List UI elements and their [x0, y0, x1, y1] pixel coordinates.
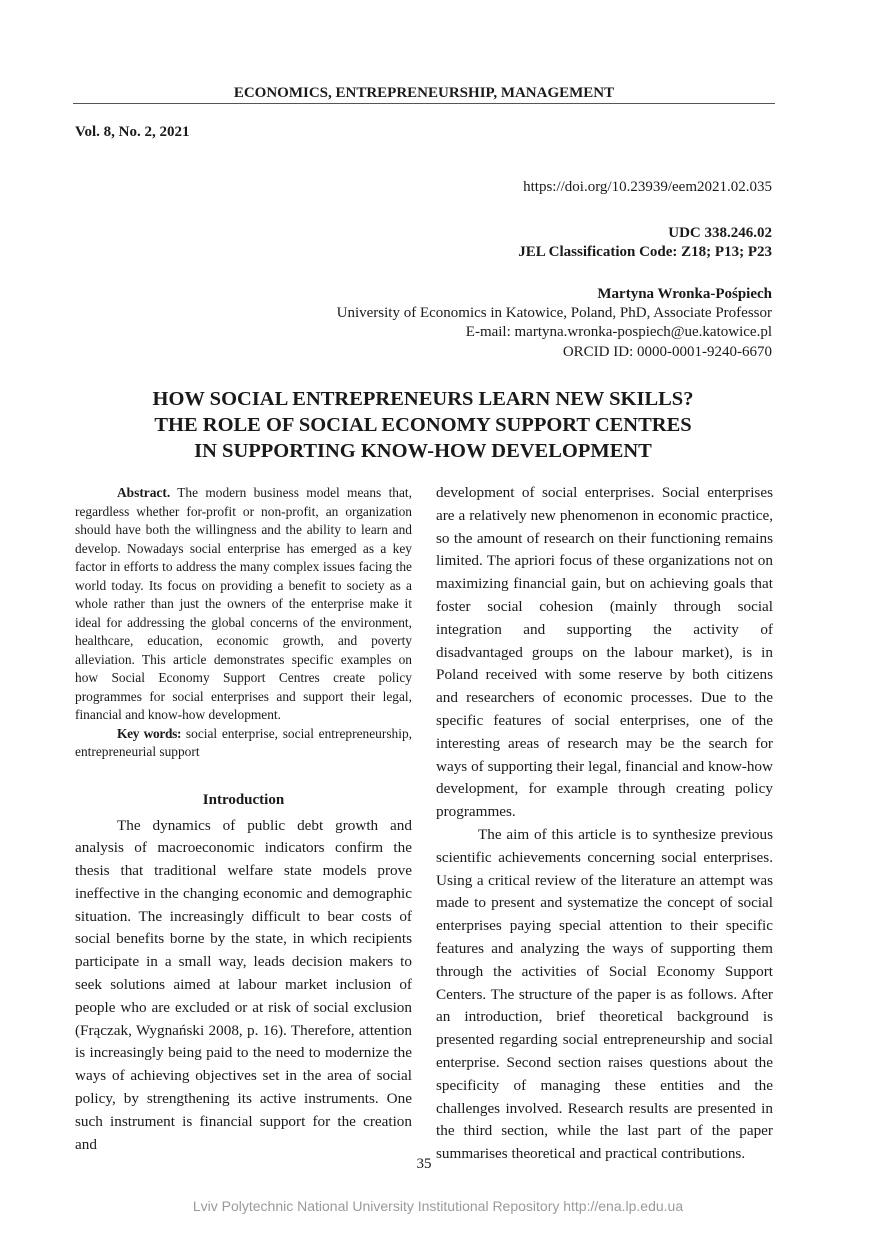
volume-info: Vol. 8, No. 2, 2021 [75, 124, 190, 140]
abstract [75, 484, 412, 725]
journal-name: ECONOMICS, ENTREPRENEURSHIP, MANAGEMENT [233, 85, 615, 101]
title-line: THE ROLE OF SOCIAL ECONOMY SUPPORT CENTRES [154, 414, 692, 436]
section-heading-introduction: Introduction [202, 791, 285, 808]
author-name: Martyna Wronka-Pośpiech [597, 286, 772, 302]
jel-code: JEL Classification Code: Z18; P13; P23 [518, 244, 772, 260]
left-column [75, 484, 412, 1156]
abstract-label: Abstract. [117, 485, 171, 500]
header-rule [73, 103, 775, 104]
doi-link[interactable]: https://doi.org/10.23939/eem2021.02.035 [523, 179, 772, 195]
introduction-paragraph: The dynamics of public debt growth and analysis of macroeconomic indicators confirm the thesis that traditional welfare state models prove ineffective in the changing economic and demographic situation. The increasingly difficult to bear costs of social benefits borne by the state, in which recipients participate in a small way, leads decision makers to seek solutions aimed at labour market inclusion of people who are excluded or at risk of social exclusion (Frączak, Wygnański 2008, p. 16). Therefore, attention is increasingly being paid to the need to modernize the ways of achieving objectives set in the area of social policy, by strengthening its active instruments. One such instrument is financial support for the creation and [75, 816, 412, 1153]
paper-title [0, 386, 846, 464]
keywords [75, 725, 412, 762]
abstract-text: The modern business model means that, regardless whether for-profit or non-profit, an organization should have both the willingness and the ability to learn and develop. Nowadays social enterprise has emerged as a key factor in efforts to address the many complex issues facing the world today. Its focus on providing a benefit to society as a whole rather than just the owners of the enterprise make it ideal for addressing the global concerns of the environment, healthcare, education, economic growth, and poverty alleviation. This article demonstrates specific examples on how Social Economy Support Centres create policy programmes for social enterprises and support their legal, financial and know-how development. [75, 485, 412, 722]
title-line: HOW SOCIAL ENTREPRENEURS LEARN NEW SKILLS? [152, 388, 694, 410]
keywords-label: Key words: [117, 725, 182, 741]
keywords-text: social enterprise, social entrepreneurship, entrepreneurial support [75, 725, 412, 759]
author-orcid: ORCID ID: 0000-0001-9240-6670 [562, 344, 772, 360]
repository-footer: Lviv Polytechnic National University Institutional Repository http://ena.lp.edu.ua [192, 1198, 684, 1214]
page-number: 35 [416, 1156, 432, 1172]
introduction-paragraph-continued: development of social enterprises. Social enterprises are a relatively new phenomenon in economic practice, so the amount of research on their functioning remains limited. The apriori focus of these organizations not on maximizing financial gain, but on achieving goals that foster social cohesion (mainly through social integration and supporting the activity of disadvantaged groups on the labour market), is in Poland received with some reserve by both citizens and researchers of economic processes. Due to the specific features of social enterprises, one of the interesting areas of research may be the search for ways of supporting their legal, financial and know-how development, for example through creating policy programmes. [436, 484, 773, 821]
right-column [436, 482, 773, 1166]
introduction-paragraph: The aim of this article is to synthesize previous scientific achievements concerning social enterprises. Using a critical review of the literature an attempt was made to present and systematize the concept of social enterprises paying special attention to their specific features and analyzing the ways of supporting them through the activities of Social Economy Support Centers. The structure of the paper is as follows. After an introduction, brief theoretical background is presented regarding social entrepreneurship and social enterprise. Second section raises questions about the specificity of managing these entities and the challenges involved. Research results are presented in the third section, while the last part of the paper summarises theoretical and practical contributions. [436, 825, 773, 1163]
author-affiliation: University of Economics in Katowice, Poland, PhD, Associate Professor [336, 305, 772, 321]
author-email[interactable]: E-mail: martyna.wronka-pospiech@ue.katowice.pl [465, 324, 772, 340]
title-line: IN SUPPORTING KNOW-HOW DEVELOPMENT [194, 440, 652, 462]
udc-code: UDC 338.246.02 [668, 225, 772, 241]
